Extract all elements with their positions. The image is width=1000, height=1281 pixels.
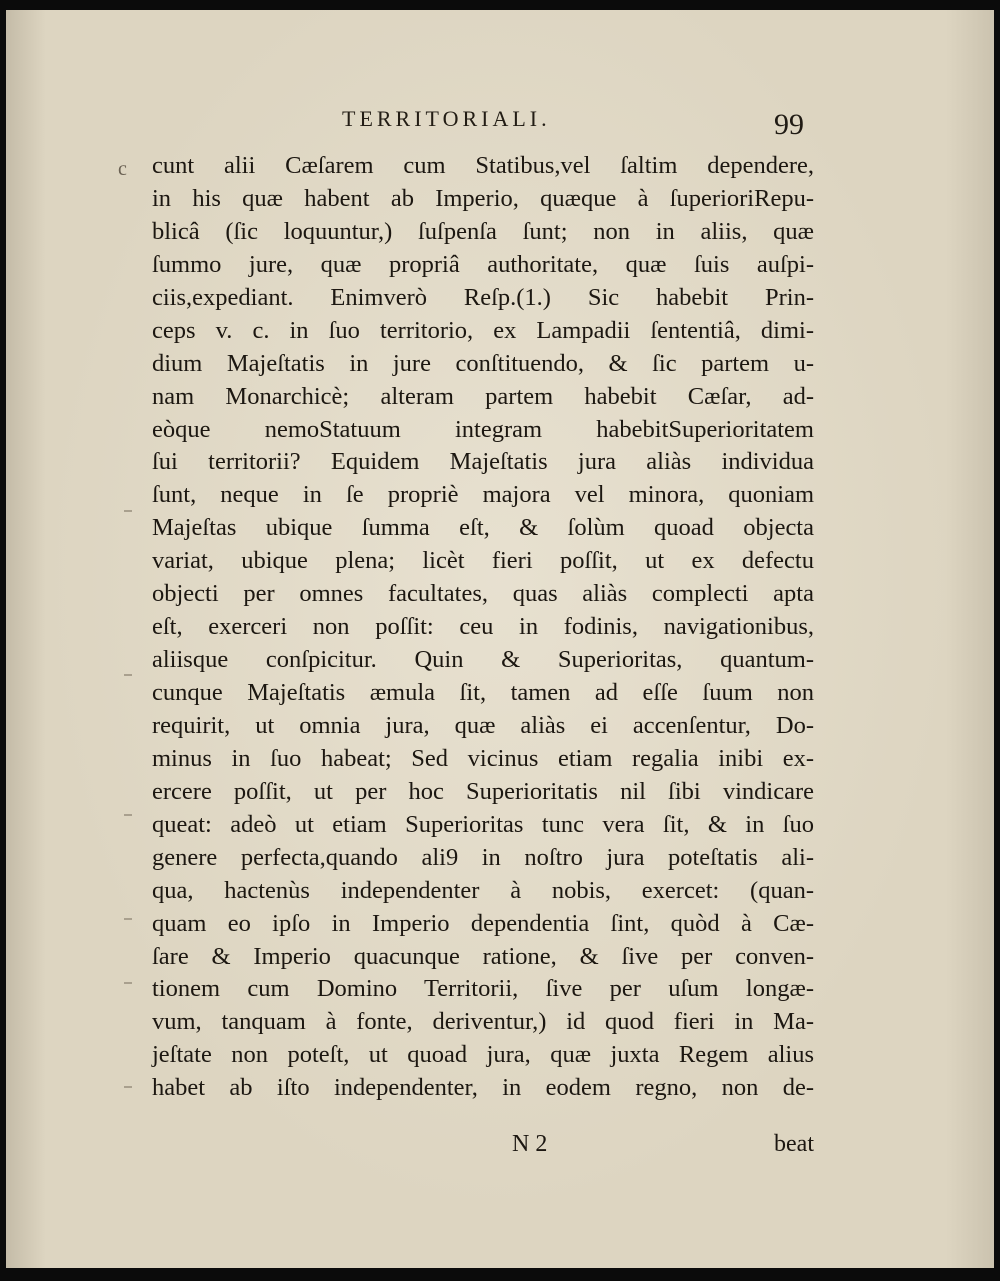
text-line: ſare & Imperio quacunque ratione, & ſive per conven- [152, 942, 814, 970]
text-line: habet ab iſto independenter, in eodem regno, non de- [152, 1074, 814, 1102]
text-line: blicâ (ſic loquuntur,) ſuſpenſa ſunt; non in aliis, quæ [152, 217, 814, 245]
text-line: ercere poſſit, ut per hoc Superioritatis nil ſibi vindicare [152, 777, 814, 805]
text-line: cunt alii Cæſarem cum Statibus,vel ſaltim dependere, [152, 152, 814, 179]
page-footer [152, 1131, 814, 1163]
margin-dash [124, 510, 132, 512]
text-line: vum, tanquam à fonte, deriventur,) id quod fieri in Ma- [152, 1008, 814, 1036]
catchword: beat [774, 1131, 814, 1157]
page-number: 99 [774, 108, 804, 141]
margin-dash [124, 674, 132, 676]
text-line: genere perfecta,quando ali9 in noſtro jura poteſtatis ali- [152, 843, 814, 871]
text-line: ſui territorii? Equidem Majeſtatis jura aliàs individua [152, 448, 814, 476]
running-head: TERRITORIALI. [342, 106, 551, 131]
body-text [152, 150, 814, 1105]
text-line: tionem cum Domino Territorii, ſive per uſum longæ- [152, 975, 814, 1003]
margin-note: c [118, 158, 127, 180]
text-line: ceps v. c. in ſuo territorio, ex Lampadii ſententiâ, dimi- [152, 316, 814, 344]
text-line: minus in ſuo habeat; Sed vicinus etiam regalia inibi ex- [152, 744, 814, 772]
text-line: jeſtate non poteſt, ut quoad jura, quæ juxta Regem alius [152, 1041, 814, 1069]
text-line: variat, ubique plena; licèt fieri poſſit, ut ex defectu [152, 547, 814, 575]
text-line: nam Monarchicè; alteram partem habebit Cæſar, ad- [152, 382, 814, 410]
text-line: quam eo ipſo in Imperio dependentia ſint, quòd à Cæ- [152, 909, 814, 937]
text-line: ſummo jure, quæ propriâ authoritate, quæ ſuis auſpi- [152, 250, 814, 278]
text-line: qua, hactenùs independenter à nobis, exercet: (quan- [152, 876, 814, 904]
text-line: dium Majeſtatis in jure conſtituendo, & ſic partem u- [152, 349, 814, 377]
margin-dash [124, 814, 132, 816]
text-line: eòque nemoStatuum integram habebitSuperioritatem [152, 415, 814, 443]
margin-dash [124, 1086, 132, 1088]
margin-dash [124, 918, 132, 920]
signature-mark: N 2 [512, 1131, 548, 1157]
text-line: eſt, exerceri non poſſit: ceu in fodinis, navigationibus, [152, 613, 814, 641]
text-line: ſunt, neque in ſe propriè majora vel minora, quoniam [152, 481, 814, 509]
text-line: cunque Majeſtatis æmula ſit, tamen ad eſſe ſuum non [152, 679, 814, 706]
text-line: aliisque conſpicitur. Quin & Superioritas, quantum- [152, 646, 814, 674]
text-line: Majeſtas ubique ſumma eſt, & ſolùm quoad objecta [152, 514, 814, 542]
text-line: ciis,expediant. Enimverò Reſp.(1.) Sic habebit Prin- [152, 283, 814, 311]
text-line: requirit, ut omnia jura, quæ aliàs ei accenſentur, Do- [152, 711, 814, 739]
text-line: objecti per omnes facultates, quas aliàs complecti apta [152, 580, 814, 608]
text-line: queat: adeò ut etiam Superioritas tunc vera ſit, & in ſuo [152, 810, 814, 838]
margin-dash [124, 982, 132, 984]
text-line: in his quæ habent ab Imperio, quæque à ſuperioriRepu- [152, 184, 814, 212]
book-page [6, 10, 994, 1268]
